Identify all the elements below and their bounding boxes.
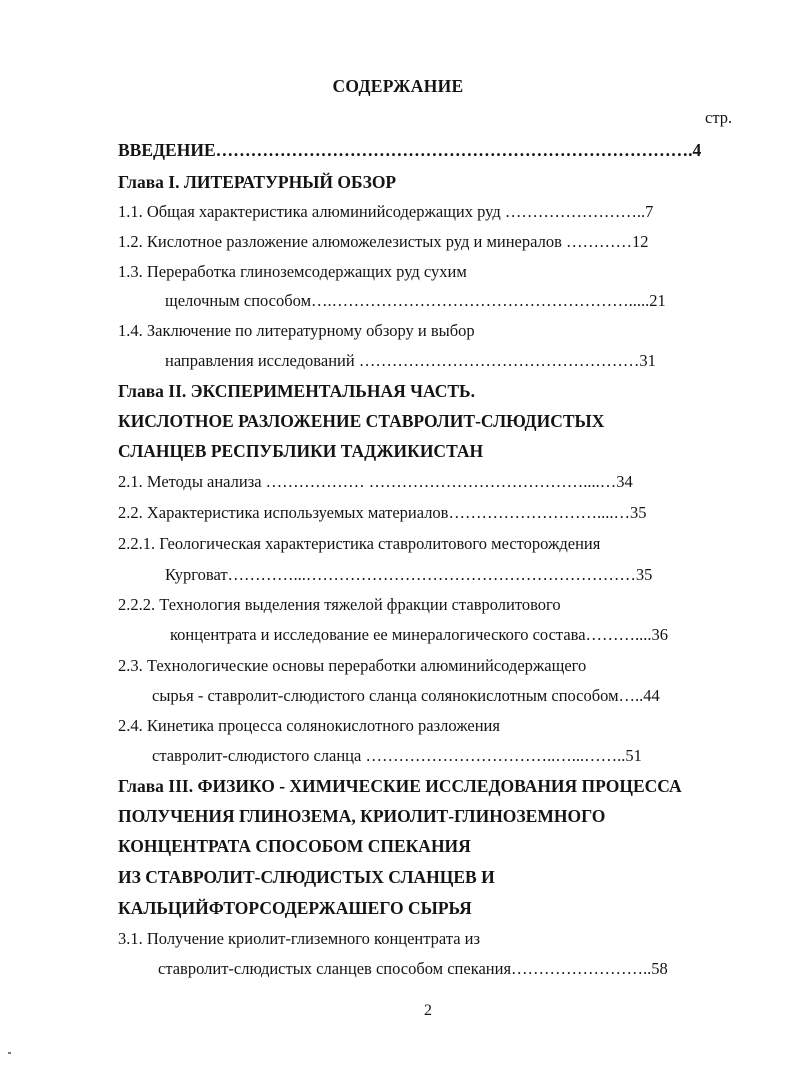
toc-chapter-3-heading-line4: ИЗ СТАВРОЛИТ-СЛЮДИСТЫХ СЛАНЦЕВ И [118,867,495,887]
toc-chapter-2-heading-line1: Глава II. ЭКСПЕРИМЕНТАЛЬНАЯ ЧАСТЬ. [118,381,475,401]
toc-chapter-3-heading-line1: Глава III. ФИЗИКО - ХИМИЧЕСКИЕ ИССЛЕДОВАНИЯ ПРОЦЕССА [118,776,682,796]
toc-entry-2-2-1-line1: 2.2.1. Геологическая характеристика ставролитового месторождения [118,534,601,553]
toc-entry-1-1: 1.1. Общая характеристика алюминийсодержащих руд ……………………..7 [118,202,654,221]
toc-chapter-3-heading-line5: КАЛЬЦИЙФТОРСОДЕРЖАШЕГО СЫРЬЯ [118,898,472,918]
toc-entry-3-1-line1: 3.1. Получение криолит-глиземного концентрата из [118,929,481,948]
toc-entry-1-2: 1.2. Кислотное разложение алюможелезистых руд и минералов …………12 [118,232,649,251]
toc-entry-1-3-line1: 1.3. Переработка глиноземсодержащих руд сухим [118,262,467,281]
page-column-label: стр. [705,108,733,127]
toc-entry-1-3-line2: щелочным способом….……………………………………………….....21 [165,291,666,310]
toc-entry-2-3-line1: 2.3. Технологические основы переработки алюминийсодержащего [118,656,587,675]
toc-chapter-2-heading-line3: СЛАНЦЕВ РЕСПУБЛИКИ ТАДЖИКИСТАН [118,441,484,461]
toc-entry-1-4-line2: направления исследований ……………………………………………31 [165,351,656,370]
toc-chapter-1-heading: Глава I. ЛИТЕРАТУРНЫЙ ОБЗОР [118,172,397,192]
toc-entry-2-1: 2.1. Методы анализа ……………… …………………………………....…34 [118,472,633,491]
toc-entry-2-2-2-line1: 2.2.2. Технология выделения тяжелой фракции ставролитового [118,595,561,614]
toc-entry-3-1-line2: ставролит-слюдистых сланцев способом спекания……………………..58 [158,959,668,978]
page-number: 2 [424,1002,432,1019]
contents-title: СОДЕРЖАНИЕ [332,76,464,96]
toc-entry-2-3-line2: сырья - ставролит-слюдистого сланца солянокислотным способом…..44 [152,686,660,705]
toc-chapter-3-heading-line3: КОНЦЕНТРАТА СПОСОБОМ СПЕКАНИЯ [118,836,471,856]
toc-entry-2-4-line1: 2.4. Кинетика процесса солянокислотного разложения [118,716,500,735]
toc-chapter-2-heading-line2: КИСЛОТНОЕ РАЗЛОЖЕНИЕ СТАВРОЛИТ-СЛЮДИСТЫХ [118,411,605,431]
toc-entry-2-2-1-line2: Курговат…………...……………………………………………………35 [165,565,653,584]
toc-entry-intro: ВВЕДЕНИЕ……………………………………………………………………….4 [118,140,702,160]
toc-entry-2-2-2-line2: концентрата и исследование ее минералогического состава………....36 [170,625,669,644]
scan-speck [8,1052,11,1054]
toc-chapter-3-heading-line2: ПОЛУЧЕНИЯ ГЛИНОЗЕМА, КРИОЛИТ-ГЛИНОЗЕМНОГО [118,806,606,826]
toc-entry-2-4-line2: ставролит-слюдистого сланца ……………………………..…...……..51 [152,746,642,765]
toc-entry-1-4-line1: 1.4. Заключение по литературному обзору и выбор [118,321,475,340]
toc-entry-2-2: 2.2. Характеристика используемых материалов………………………....…35 [118,503,647,522]
